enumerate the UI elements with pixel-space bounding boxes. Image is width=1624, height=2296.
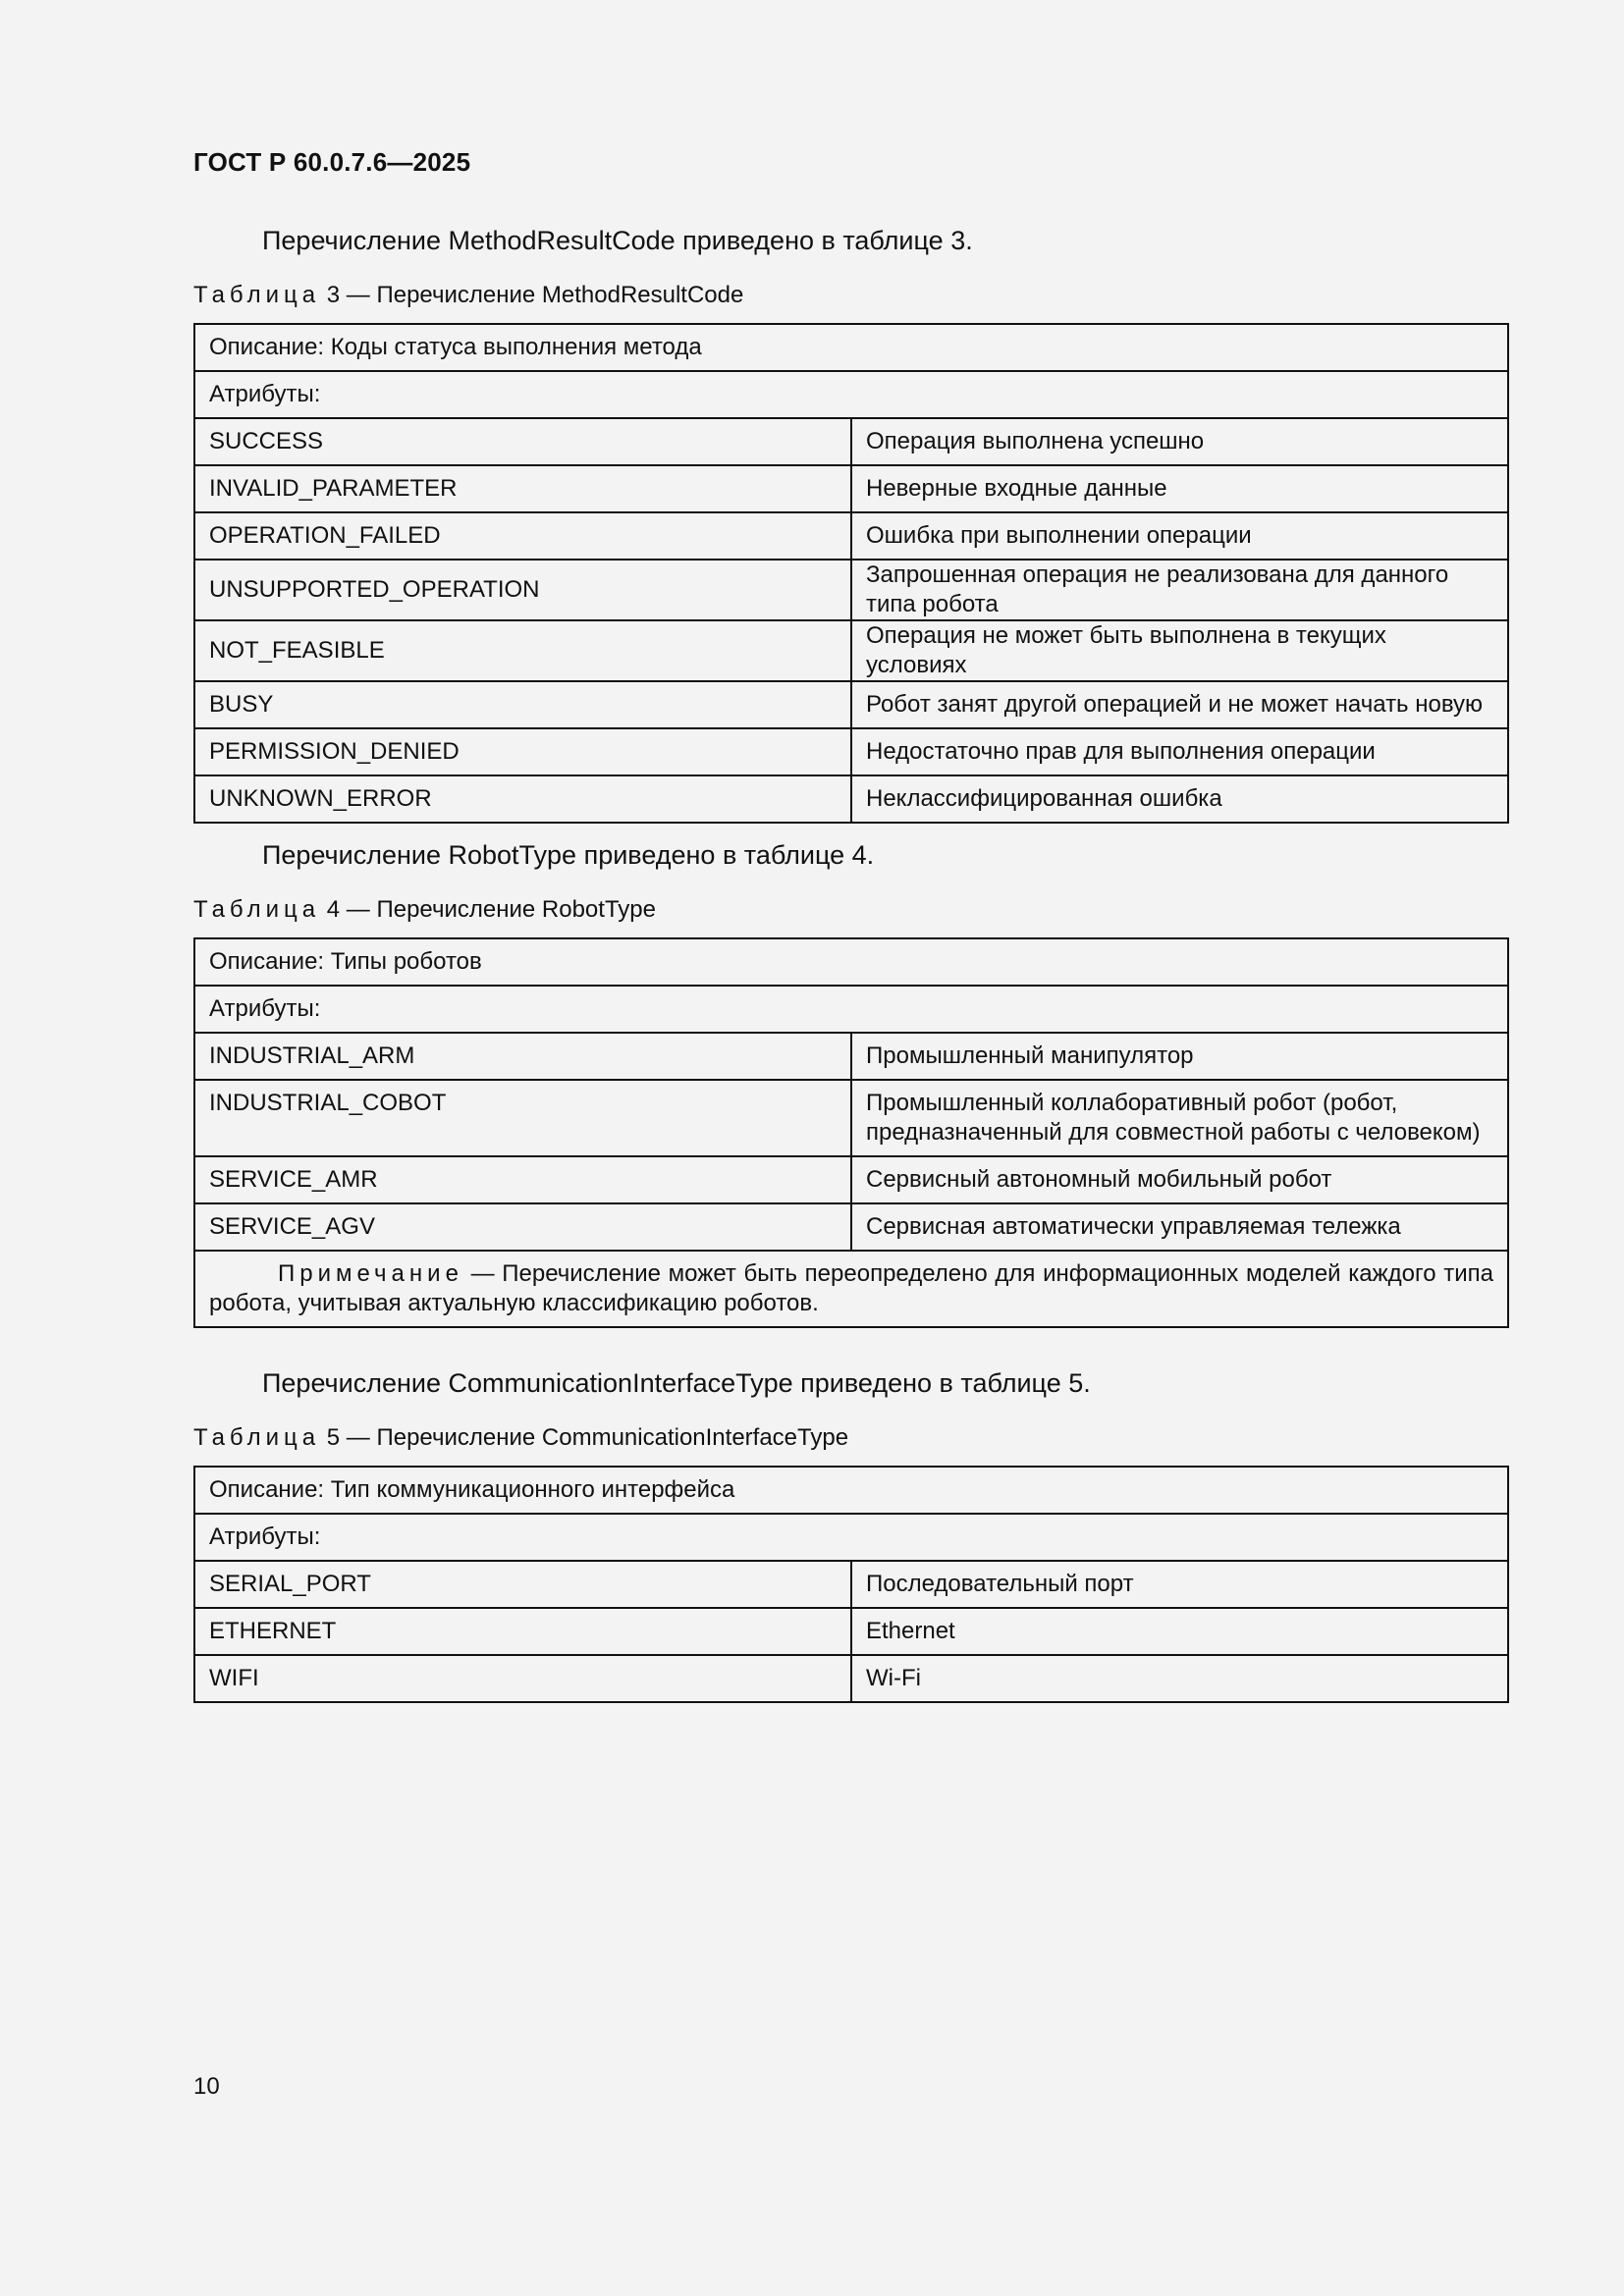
table-5-caption-label: Таблица — [193, 1424, 321, 1451]
enum-description: Последовательный порт — [851, 1561, 1508, 1608]
enum-key: OPERATION_FAILED — [194, 512, 851, 560]
page-number: 10 — [193, 2073, 220, 2100]
table-4 — [193, 937, 1509, 1328]
table-row — [194, 775, 1508, 823]
table-row — [194, 681, 1508, 728]
table-4-caption — [193, 896, 656, 924]
table-4-note — [194, 1251, 1508, 1327]
document-header: ГОСТ Р 60.0.7.6—2025 — [193, 147, 471, 177]
enum-key: SUCCESS — [194, 418, 851, 465]
table-4-intro: Перечисление RobotType приведено в таблице 4. — [262, 840, 875, 870]
table-row — [194, 465, 1508, 512]
enum-description: Wi-Fi — [851, 1655, 1508, 1702]
table-row — [194, 1080, 1508, 1156]
table-3 — [193, 323, 1509, 824]
table-row — [194, 1608, 1508, 1655]
enum-description: Робот занят другой операцией и не может начать новую — [851, 681, 1508, 728]
enum-key: UNKNOWN_ERROR — [194, 775, 851, 823]
enum-key: NOT_FEASIBLE — [194, 620, 851, 681]
enum-key: ETHERNET — [194, 1608, 851, 1655]
enum-key: UNSUPPORTED_OPERATION — [194, 560, 851, 620]
table-3-caption-text: 3 — Перечисление MethodResultCode — [326, 282, 744, 308]
table-3-description: Описание: Коды статуса выполнения метода — [194, 324, 1508, 371]
table-row — [194, 1561, 1508, 1608]
enum-key: SERVICE_AGV — [194, 1203, 851, 1251]
table-row — [194, 560, 1508, 620]
note-label: Примечание — [278, 1260, 463, 1287]
table-row — [194, 1033, 1508, 1080]
enum-key: INDUSTRIAL_ARM — [194, 1033, 851, 1080]
table-4-caption-label: Таблица — [193, 896, 321, 923]
table-5-attributes-label: Атрибуты: — [194, 1514, 1508, 1561]
enum-description: Сервисная автоматически управляемая тележка — [851, 1203, 1508, 1251]
table-row — [194, 512, 1508, 560]
table-row — [194, 620, 1508, 681]
enum-key: INVALID_PARAMETER — [194, 465, 851, 512]
table-3-caption — [193, 282, 743, 309]
enum-description: Ошибка при выполнении операции — [851, 512, 1508, 560]
table-row — [194, 728, 1508, 775]
table-row — [194, 324, 1508, 371]
table-row — [194, 1156, 1508, 1203]
table-5-intro: Перечисление CommunicationInterfaceType приведено в таблице 5. — [262, 1368, 1091, 1398]
table-5-caption — [193, 1424, 848, 1452]
enum-key: WIFI — [194, 1655, 851, 1702]
enum-key: PERMISSION_DENIED — [194, 728, 851, 775]
table-row — [194, 1251, 1508, 1327]
enum-description: Неклассифицированная ошибка — [851, 775, 1508, 823]
table-row — [194, 1655, 1508, 1702]
table-row — [194, 1467, 1508, 1514]
enum-key: SERIAL_PORT — [194, 1561, 851, 1608]
enum-description: Запрошенная операция не реализована для данного типа робота — [851, 560, 1508, 620]
table-row — [194, 1514, 1508, 1561]
table-row — [194, 418, 1508, 465]
table-row — [194, 371, 1508, 418]
enum-description: Промышленный коллаборативный робот (робот, предназначенный для совместной работы с человеком) — [851, 1080, 1508, 1156]
enum-description: Операция выполнена успешно — [851, 418, 1508, 465]
table-row — [194, 1203, 1508, 1251]
enum-key: BUSY — [194, 681, 851, 728]
enum-description: Недостаточно прав для выполнения операции — [851, 728, 1508, 775]
table-3-attributes-label: Атрибуты: — [194, 371, 1508, 418]
table-4-description: Описание: Типы роботов — [194, 938, 1508, 986]
table-4-caption-text: 4 — Перечисление RobotType — [326, 896, 656, 923]
table-5 — [193, 1466, 1509, 1703]
enum-description: Операция не может быть выполнена в текущих условиях — [851, 620, 1508, 681]
enum-key: INDUSTRIAL_COBOT — [194, 1080, 851, 1156]
enum-description: Ethernet — [851, 1608, 1508, 1655]
table-row — [194, 938, 1508, 986]
table-5-caption-text: 5 — Перечисление CommunicationInterfaceType — [326, 1424, 849, 1451]
enum-description: Неверные входные данные — [851, 465, 1508, 512]
enum-description: Сервисный автономный мобильный робот — [851, 1156, 1508, 1203]
enum-key: SERVICE_AMR — [194, 1156, 851, 1203]
enum-description: Промышленный манипулятор — [851, 1033, 1508, 1080]
table-3-caption-label: Таблица — [193, 282, 321, 308]
table-3-intro: Перечисление MethodResultCode приведено в таблице 3. — [262, 226, 973, 255]
table-4-attributes-label: Атрибуты: — [194, 986, 1508, 1033]
note-text: — Перечисление может быть переопределено для информационных моделей каждого типа робота, учитывая актуальную классификацию роботов. — [209, 1260, 1493, 1316]
table-row — [194, 986, 1508, 1033]
table-5-description: Описание: Тип коммуникационного интерфейса — [194, 1467, 1508, 1514]
